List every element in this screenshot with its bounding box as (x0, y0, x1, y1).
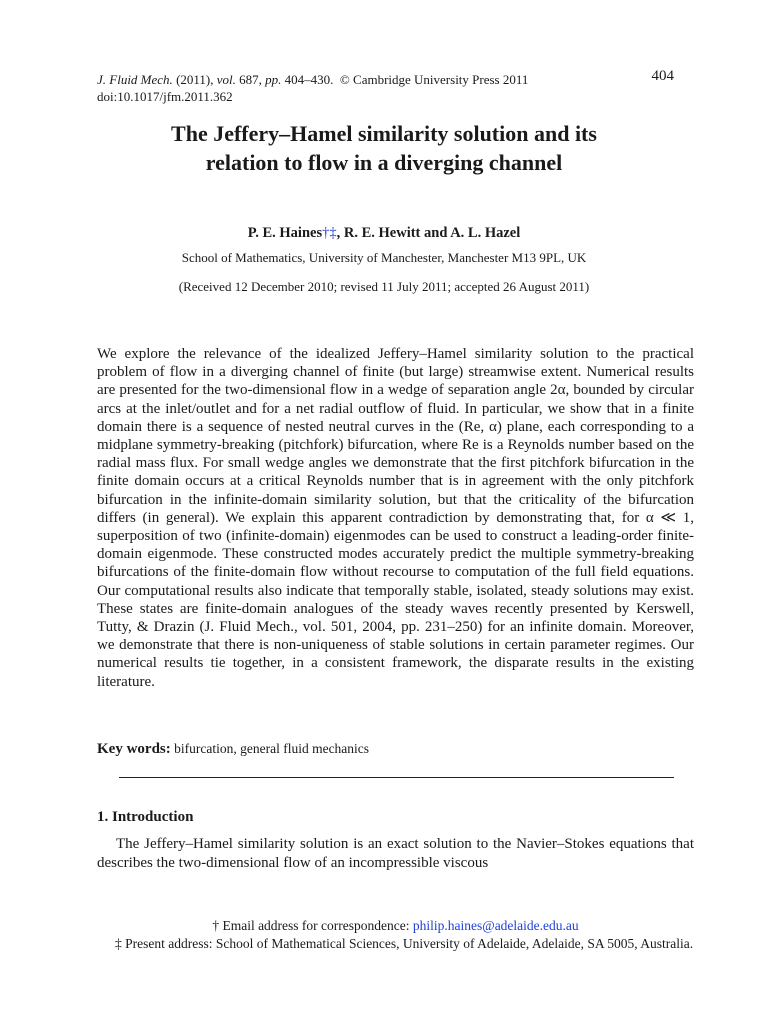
section-divider (119, 777, 674, 778)
received-dates: (Received 12 December 2010; revised 11 July 2011; accepted 26 August 2011) (178, 279, 590, 294)
volume-label: vol. (216, 72, 236, 87)
abstract-text: We explore the relevance of the idealized Jeffery–Hamel similarity solution to the practical problem of flow in a diverging channel of finite (but large) streamwise extent. Numerical results are presented for the two-dimensional flow in a wedge of separation angle 2α, bounded by circular arcs at the inlet/outlet and for a net radial outflow of fluid. In particular, we show that in a finite domain there is a sequence of nested neutral curves in the (Re, α) plane, each corresponding to a midplane symmetry-breaking (pitchfork) bifurcation, where Re is a Reynolds number based on the radial mass flux. For small wedge angles we demonstrate that the first pitchfork bifurcation in the finite domain occurs at a critical Reynolds number that is in agreement with the only pitchfork bifurcation in the infinite-domain similarity solution, but that the criticality of the bifurcation differs (in general). We explain this apparent contradiction by demonstrating that, for α ≪ 1, superposition of two (infinite-domain) eigenmodes can be used to construct a leading-order finite-domain eigenmode. These constructed modes accurately predict the multiple symmetry-breaking bifurcations of the finite-domain flow without recourse to computation of the full field equations. Our computational results also indicate that temporally stable, isolated, steady solutions may exist. These states are finite-domain analogues of the steady waves recently presented by Kerswell, Tutty, & Drazin (J. Fluid Mech., vol. 501, 2004, pp. 231–250) for an infinite domain. Moreover, we demonstrate that there is non-uniqueness of stable solutions in certain parameter regimes. Our numerical results tie together, in a consistent framework, the disparate results in the existing literature. (97, 346, 694, 690)
keywords-label: Key words: (97, 741, 171, 757)
footnote-email (97, 918, 694, 934)
title-line-1: The Jeffery–Hamel similarity solution and its (171, 121, 597, 146)
pages-label: pp. (265, 72, 282, 87)
title-line-2: relation to flow in a diverging channel (205, 150, 563, 175)
abstract (97, 345, 694, 691)
footnote-email-label: † Email address for correspondence: (212, 918, 413, 933)
author-list (0, 225, 768, 242)
email-link[interactable]: philip.haines@adelaide.edu.au (412, 918, 579, 933)
copyright-notice: © Cambridge University Press 2011 (339, 72, 529, 87)
other-authors: , R. E. Hewitt and A. L. Hazel (336, 225, 521, 241)
doi-link[interactable]: doi:10.1017/jfm.2011.362 (97, 89, 233, 104)
paper-title (0, 119, 768, 177)
first-author: P. E. Haines (247, 225, 323, 241)
page-number: 404 (651, 68, 674, 84)
keywords (97, 741, 369, 758)
footnote-present-address: ‡ Present address: School of Mathematical Sciences, University of Adelaide, Adelaide, SA 5005, Australia. (115, 936, 694, 951)
journal-citation (97, 71, 528, 105)
intro-paragraph: The Jeffery–Hamel similarity solution is an exact solution to the Navier–Stokes equations that describes the two-dimensional flow of an incompressible viscous (97, 836, 694, 871)
footnote-marks[interactable]: †‡ (322, 225, 337, 241)
affiliation: School of Mathematics, University of Manchester, Manchester M13 9PL, UK (181, 250, 587, 265)
keywords-value: bifurcation, general fluid mechanics (174, 741, 370, 756)
journal-volume: 687, (239, 72, 262, 87)
journal-pages: 404–430. (284, 72, 334, 87)
journal-year: (2011), (176, 72, 214, 87)
journal-name: J. Fluid Mech. (97, 72, 173, 87)
section-heading: 1. Introduction (97, 809, 194, 825)
